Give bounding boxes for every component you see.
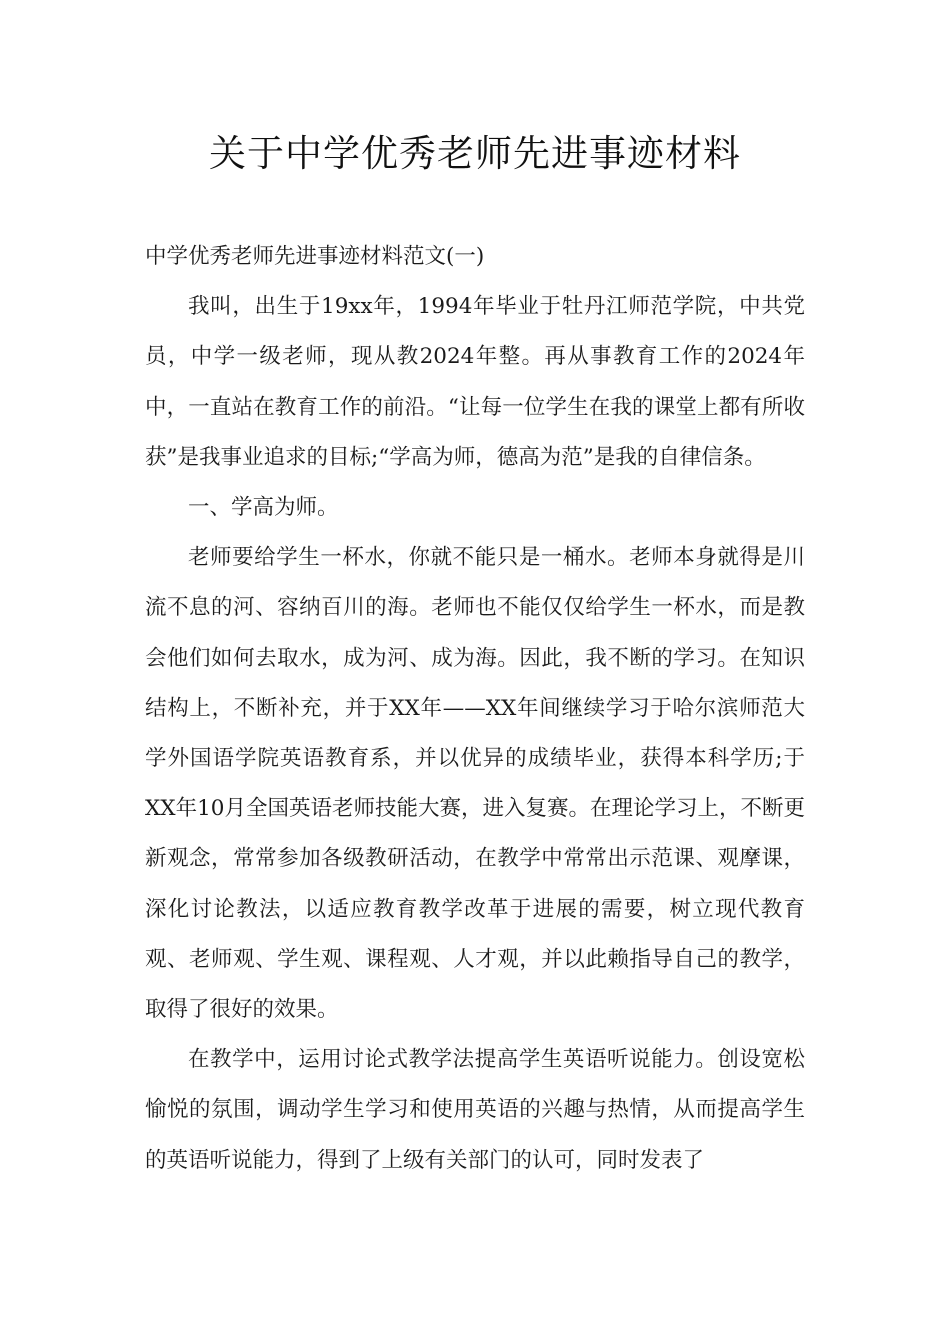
paragraph-teaching: 在教学中，运用讨论式教学法提高学生英语听说能力。创设宽松愉悦的氛围，调动学生学习和使用英语的兴趣与热情，从而提高学生的英语听说能力，得到了上级有关部门的认可，同时发表了 (145, 1047, 805, 1173)
document-body (145, 232, 805, 1186)
document-title: 关于中学优秀老师先进事迹材料 (209, 132, 741, 175)
section-subtitle: 中学优秀老师先进事迹材料范文(一) (145, 244, 485, 269)
section-heading: 一、学高为师。 (188, 495, 339, 521)
paragraph-learning: 老师要给学生一杯水，你就不能只是一桶水。老师本身就得是川流不息的河、容纳百川的海。老师也不能仅仅给学生一杯水，而是教会他们如何去取水，成为河、成为海。因此，我不断的学习。在知识结构上，不断补充，并于XX年——XX年间继续学习于哈尔滨师范大学外国语学院英语教育系，并以优异的成绩毕业，获得本科学历;于XX年10月全国英语老师技能大赛，进入复赛。在理论学习上，不断更新观念，常常参加各级教研活动，在教学中常常出示范课、观摩课，深化讨论教法，以适应教育教学改革于进展的需要，树立现代教育观、老师观、学生观、课程观、人才观，并以此赖指导自己的教学，取得了很好的效果。 (145, 545, 805, 1023)
paragraph-intro: 我叫，出生于19xx年，1994年毕业于牡丹江师范学院，中共党员，中学一级老师，现从教2024年整。再从事教育工作的2024年中，一直站在教育工作的前沿。“让每一位学生在我的课堂上都有所收获”是我事业追求的目标;“学高为师，德高为范”是我的自律信条。 (145, 294, 805, 470)
